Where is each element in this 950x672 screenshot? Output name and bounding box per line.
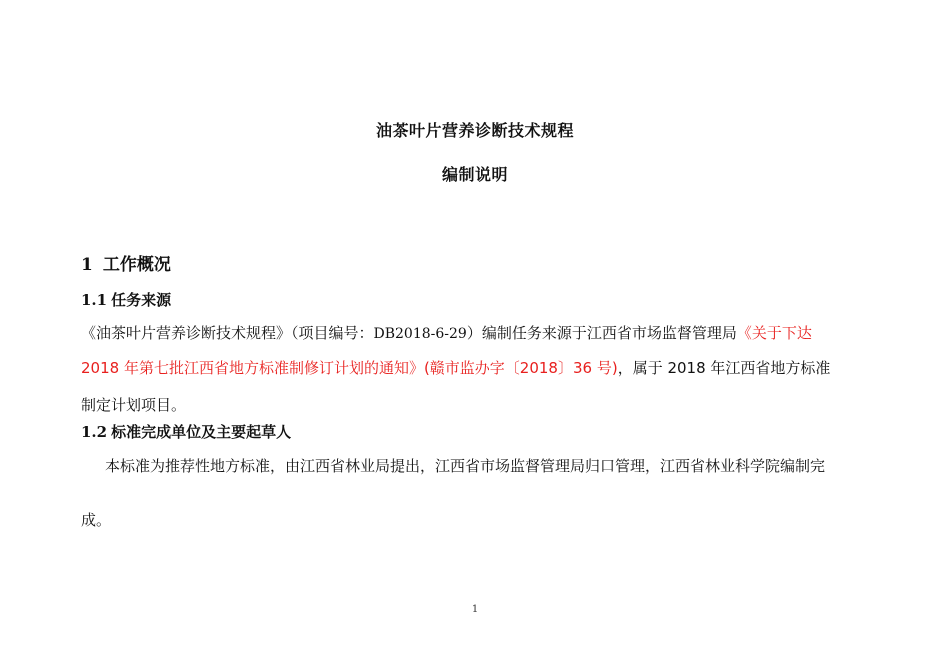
- section-1-heading: [81, 250, 171, 275]
- task-source-line-2: [81, 357, 830, 378]
- document-subtitle: 编制说明: [441, 165, 508, 184]
- task-source-text-mid: ）编制任务来源于江西省市场监督管理局: [466, 324, 737, 342]
- section-1-2-number: 1.2: [81, 423, 108, 441]
- task-source-line-3: 制定计划项目。: [81, 396, 187, 414]
- section-1-number: 1: [81, 255, 93, 275]
- section-1-title: 工作概况: [102, 255, 171, 275]
- drafting-paragraph-line-2: 成。: [81, 511, 112, 529]
- section-1-2-heading: [81, 421, 291, 442]
- notice-title-start: 《关于下达: [736, 324, 812, 342]
- document-title: 油茶叶片营养诊断技术规程: [375, 121, 574, 140]
- notice-title-end: 2018 年第七批江西省地方标准制修订计划的通知》(赣市监办字〔2018〕36 号): [81, 359, 618, 377]
- section-1-1-heading: [81, 289, 171, 310]
- project-code: DB2018-6-29: [373, 326, 467, 342]
- task-source-line-1: [81, 322, 812, 343]
- section-1-1-title: 任务来源: [111, 291, 172, 309]
- task-source-text-end: ，属于 2018 年江西省地方标准: [617, 359, 831, 377]
- section-1-1-number: 1.1: [81, 291, 108, 309]
- section-1-2-title: 标准完成单位及主要起草人: [111, 423, 292, 441]
- page-number: 1: [471, 604, 479, 615]
- drafting-paragraph-line-1: 本标准为推荐性地方标准，由江西省林业局提出，江西省市场监督管理局归口管理，江西省林业科学院编制完: [105, 457, 826, 475]
- task-source-text: 《油茶叶片营养诊断技术规程》（项目编号：: [81, 324, 374, 342]
